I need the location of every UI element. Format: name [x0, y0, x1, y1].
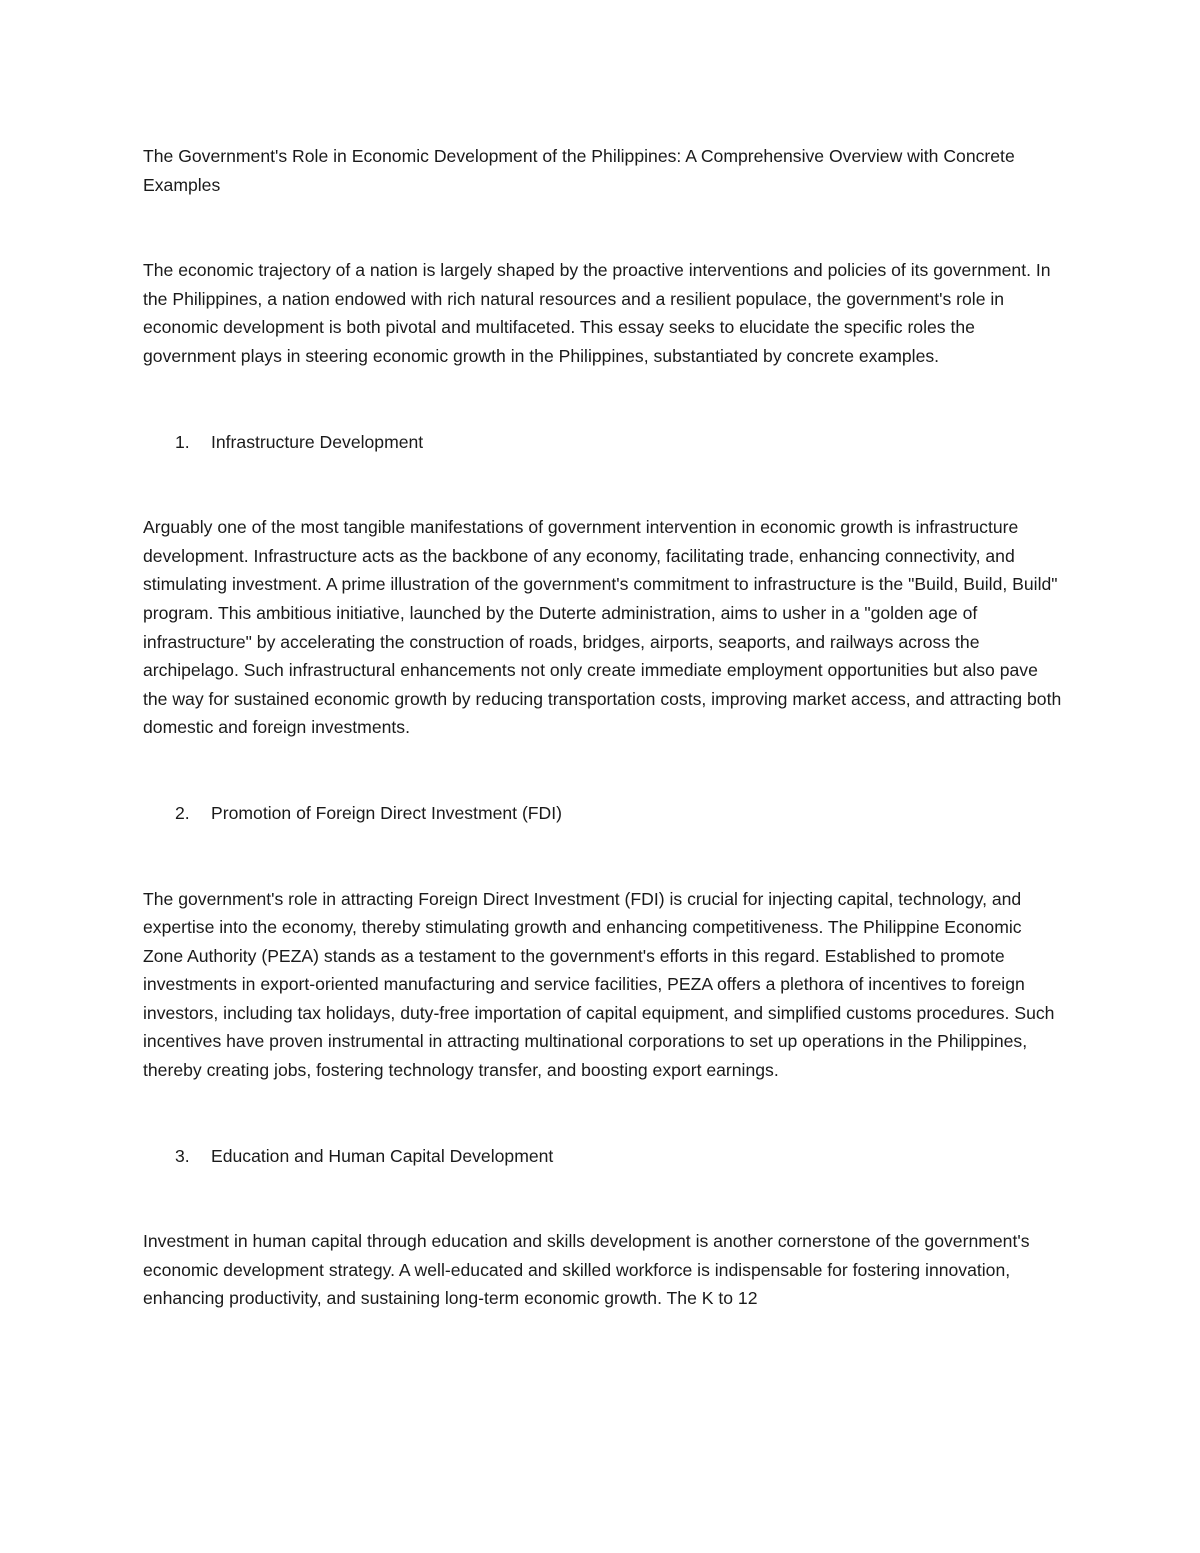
section-body-1: Arguably one of the most tangible manifestations of government intervention in economic growth is infrastructure development. Infrastructure acts as the backbone of any economy, facilitating trade, enhancing connectivity, and stimulating investment. A prime illustration of the government's commitment to infrastructure is the "Build, Build, Build" program. This ambitious initiative, launched by the Duterte administration, aims to usher in a "golden age of infrastructure" by accelerating the construction of roads, bridges, airports, seaports, and railways across the archipelago. Such infrastructural enhancements not only create immediate employment opportunities but also pave the way for sustained economic growth by reducing transportation costs, improving market access, and attracting both domestic and foreign investments.	[143, 517, 1062, 738]
section-title-3: Education and Human Capital Development	[211, 1145, 554, 1166]
section-heading-1	[175, 428, 1063, 457]
section-body-3: Investment in human capital through education and skills development is another cornerstone of the government's economic development strategy. A well-educated and skilled workforce is indispensable for fostering innovation, enhancing productivity, and sustaining long-term economic growth. The K to 12	[143, 1231, 1030, 1309]
section-heading-2	[175, 799, 1063, 828]
document-body	[143, 142, 1063, 1370]
section-number-3: 3.	[175, 1145, 190, 1166]
intro-paragraph: The economic trajectory of a nation is largely shaped by the proactive interventions and policies of its government. In the Philippines, a nation endowed with rich natural resources and a resilient populace, the government's role in economic development is both pivotal and multifaceted. This essay seeks to elucidate the specific roles the government plays in steering economic growth in the Philippines, substantiated by concrete examples.	[143, 260, 1051, 366]
section-title-2: Promotion of Foreign Direct Investment (FDI)	[211, 802, 563, 823]
document-title: The Government's Role in Economic Development of the Philippines: A Comprehensive Overview with Concrete Examples	[143, 146, 1015, 195]
section-heading-3	[175, 1142, 1063, 1171]
section-number-1: 1.	[175, 431, 190, 452]
section-title-1: Infrastructure Development	[211, 431, 424, 452]
section-number-2: 2.	[175, 802, 190, 823]
section-body-2: The government's role in attracting Foreign Direct Investment (FDI) is crucial for injecting capital, technology, and expertise into the economy, thereby stimulating growth and enhancing competitiveness. The Philippine Economic Zone Authority (PEZA) stands as a testament to the government's efforts in this regard. Established to promote investments in export-oriented manufacturing and service facilities, PEZA offers a plethora of incentives to foreign investors, including tax holidays, duty-free importation of capital equipment, and simplified customs procedures. Such incentives have proven instrumental in attracting multinational corporations to set up operations in the Philippines, thereby creating jobs, fostering technology transfer, and boosting export earnings.	[143, 888, 1055, 1081]
